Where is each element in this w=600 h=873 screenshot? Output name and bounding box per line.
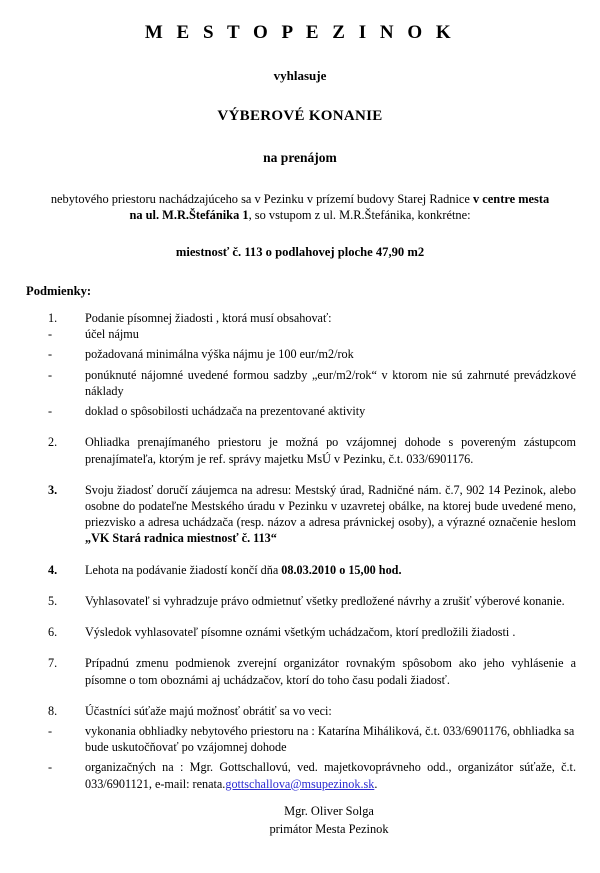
list-item — [48, 703, 576, 719]
list-item — [48, 482, 576, 547]
signature-name: Mgr. Oliver Solga — [284, 804, 374, 818]
list-item-text: Svoju žiadosť doručí záujemca na adresu: Mestský úrad, Radničné nám. č.7, 902 14 Pezinok, alebo osobne do podateľne Mestského úradu v Pezinku v uzavretej obálke, na ktorej bude uvedené meno, priezvisko a adresa uchádzača (resp. názov a adresa právnickej osoby), a výrazné označenie heslom — [85, 482, 576, 530]
list-marker: 7. — [48, 656, 58, 671]
list-marker: 1. — [48, 311, 58, 325]
purpose-label: na prenájom — [263, 149, 337, 165]
list-item-text: doklad o spôsobilosti uchádzača na prezentované aktivity — [85, 404, 366, 419]
list-item — [48, 326, 576, 342]
list-marker: - — [48, 760, 53, 775]
list-marker: 3. — [48, 482, 58, 497]
procedure-title: VÝBEROVÉ KONANIE — [217, 108, 383, 125]
list-item — [48, 403, 576, 419]
list-marker: 6. — [48, 625, 58, 640]
list-item-text: organizačných na : Mgr. Gottschallovú, ved. majetkovoprávneho odd., organizátor súťaže, č.t. 033/6901121, e-mail: renata. — [85, 760, 576, 791]
signature-block — [0, 803, 600, 839]
list-item — [48, 624, 576, 640]
list-item-text: ponúknuté nájomné uvedené formou sadzby „eur/m2/rok“ v ktorom nie sú zahrnuté prevádzkové náklady — [85, 367, 576, 398]
intro-bold-centre-mesta: v centre mesta — [473, 191, 550, 206]
page-title: M E S T O P E Z I N O K — [144, 22, 456, 43]
list-marker: 5. — [48, 593, 58, 608]
list-marker: 4. — [48, 562, 58, 577]
list-marker: - — [48, 723, 53, 738]
list-marker: - — [48, 367, 53, 382]
announces-label: vyhlasuje — [273, 67, 327, 83]
intro-text-part1: nebytového priestoru nachádzajúceho sa v Pezinku v prízemí budovy Starej Radnice — [50, 191, 474, 206]
conditions-list — [48, 310, 576, 792]
list-marker: 8. — [48, 703, 58, 718]
list-item-text: Účastníci súťaže majú možnosť obrátiť sa vo veci: — [85, 703, 332, 718]
document-page — [0, 23, 600, 873]
list-marker: - — [48, 347, 53, 362]
signature-role: primátor Mesta Pezinok — [269, 821, 389, 836]
list-item — [48, 655, 576, 687]
list-item-text: Ohliadka prenajímaného priestoru je možná po vzájomnej dohode s povereným zástupcom prenajímateľa, ktorým je ref. správy majetku MsÚ v Pezinku, č.t. 033/6901176. — [85, 435, 576, 466]
list-item-text: Prípadnú zmenu podmienok zverejní organizátor rovnakým spôsobom ako jeho vyhlásenie a písomne o tom oboznámi aj uchádzačov, ktorí do toho času podali žiadosť. — [85, 656, 576, 687]
list-item — [48, 310, 576, 326]
list-item-bold-codeword: „VK Stará radnica miestnosť č. 113“ — [85, 531, 277, 546]
intro-paragraph — [24, 191, 576, 224]
list-item — [48, 367, 576, 399]
list-item-text: Lehota na podávanie žiadostí končí dňa — [85, 562, 282, 577]
list-item — [48, 593, 576, 609]
list-item-text: Výsledok vyhlasovateľ písomne oznámi všetkým uchádzačom, ktorí predložili žiadosti . — [85, 625, 516, 640]
list-item-bold-deadline: 08.03.2010 o 15,00 hod. — [281, 562, 402, 577]
intro-bold-address: na ul. M.R.Štefánika 1 — [129, 208, 249, 223]
list-item — [48, 434, 576, 466]
email-link[interactable]: gottschallova@msupezinok.sk — [225, 776, 375, 791]
list-item — [48, 723, 576, 755]
list-marker: - — [48, 404, 53, 419]
list-item — [48, 759, 576, 791]
list-item-text: požadovaná minimálna výška nájmu je 100 eur/m2/rok — [85, 347, 354, 362]
list-item-text: vykonania obhliadky nebytového priestoru na : Katarína Miháliková, č.t. 033/6901176, obhliadka sa bude uskutočňovať po vzájomnej dohode — [85, 723, 575, 755]
list-item-text: Podanie písomnej žiadosti , ktorá musí obsahovať: — [85, 311, 332, 325]
list-item-text: Vyhlasovateľ si vyhradzuje právo odmietnuť všetky predložené návrhy a zrušiť výberové konanie. — [85, 593, 565, 608]
room-specification: miestnosť č. 113 o podlahovej ploche 47,90 m2 — [175, 245, 425, 259]
conditions-heading: Podmienky: — [26, 284, 92, 298]
list-marker: - — [48, 327, 53, 342]
list-item — [48, 346, 576, 362]
list-item-text-after: . — [374, 776, 378, 791]
intro-text-part2: , so vstupom z ul. M.R.Štefánika, konkrétne: — [248, 208, 471, 223]
list-marker: 2. — [48, 435, 58, 450]
list-item-text: účel nájmu — [85, 327, 139, 342]
list-item — [48, 562, 576, 578]
